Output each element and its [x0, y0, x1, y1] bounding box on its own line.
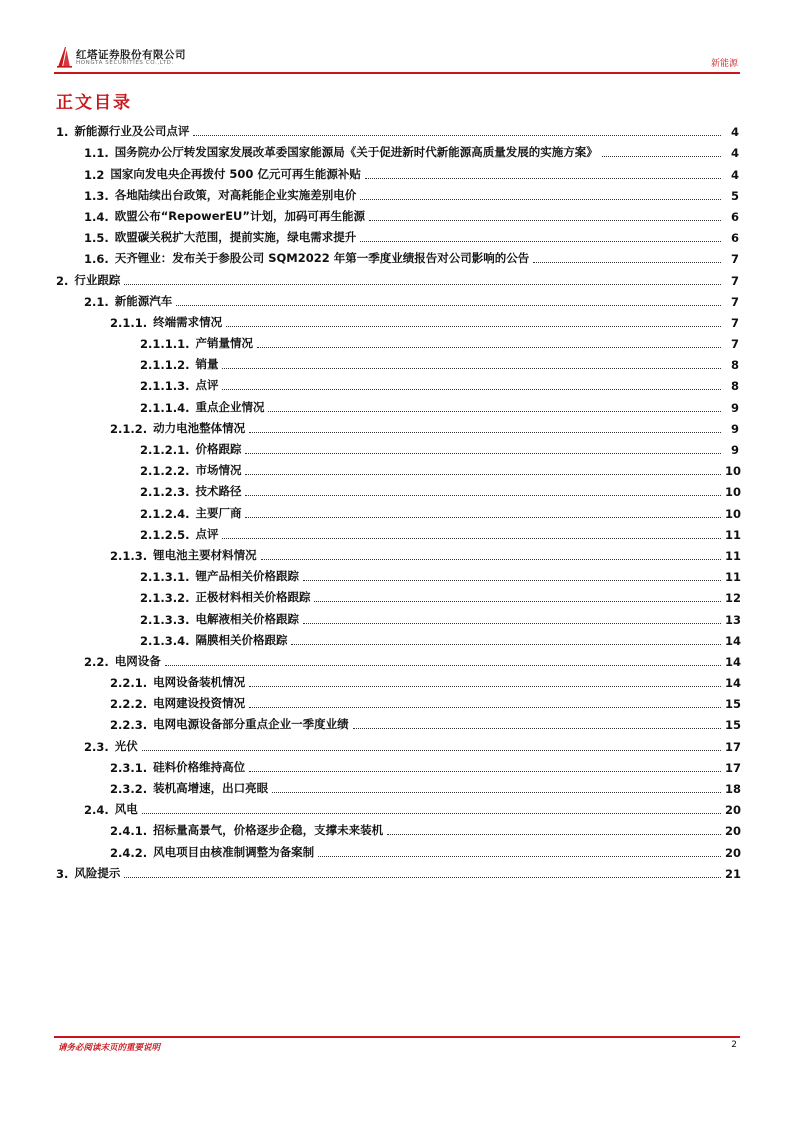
toc-entry-page[interactable]: 4 — [730, 125, 739, 140]
page-number: 2 — [731, 1040, 737, 1050]
toc-entry-title[interactable]: 产销量情况 — [195, 336, 253, 351]
toc-entry-number: 2.2. — [84, 654, 109, 669]
toc-entry-title[interactable]: 天齐锂业：发布关于参股公司 SQM2022 年第一季度业绩报告对公司影响的公告 — [114, 251, 530, 266]
toc-entry-page[interactable]: 14 — [725, 676, 742, 691]
toc-entry-page[interactable]: 8 — [730, 358, 739, 373]
toc-entry-title[interactable]: 风电项目由核准制调整为备案制 — [153, 844, 315, 859]
toc-entry-title[interactable]: 装机高增速，出口亮眼 — [153, 781, 269, 795]
toc-entry-title[interactable]: 欧盟公布“RepowerEU”计划，加码可再生能源 — [114, 208, 365, 223]
toc-entry[interactable] — [56, 521, 742, 542]
section-tag: 新能源 — [710, 59, 738, 69]
toc-entry-number: 2.1.2. — [110, 421, 148, 436]
toc-entry[interactable] — [56, 266, 739, 287]
toc-entry[interactable] — [56, 372, 739, 393]
toc-leader-dots — [245, 517, 721, 518]
toc-entry-title[interactable]: 终端需求情况 — [153, 314, 223, 329]
toc-entry[interactable] — [56, 288, 739, 309]
toc-leader-dots — [314, 601, 721, 602]
toc-entry-number: 2. — [56, 273, 69, 288]
toc-leader-dots — [222, 368, 721, 369]
toc-entry[interactable] — [56, 754, 742, 775]
toc-entry-number: 2.1.2.3. — [140, 485, 190, 500]
toc-entry-title[interactable]: 动力电池整体情况 — [153, 420, 246, 435]
toc-entry[interactable] — [56, 669, 742, 691]
toc-leader-dots — [176, 305, 721, 306]
toc-entry[interactable] — [56, 203, 739, 224]
toc-entry-page[interactable]: 13 — [725, 612, 742, 627]
toc-entry-number: 2.1.3. — [110, 548, 148, 563]
toc-entry[interactable] — [56, 838, 742, 860]
company-name-en: HONGTA SECURITIES CO.,LTD. — [76, 60, 174, 66]
toc-leader-dots — [124, 284, 721, 285]
header-divider — [54, 72, 740, 74]
toc-entry[interactable] — [56, 775, 742, 796]
toc-entry-number: 1.6. — [84, 252, 109, 267]
toc-leader-dots — [165, 665, 721, 666]
toc-entry-title[interactable]: 欧盟碳关税扩大范围，提前实施，绿电需求提升 — [114, 230, 357, 245]
toc-entry-number: 3. — [56, 866, 69, 881]
toc-leader-dots — [303, 623, 721, 624]
toc-leader-dots — [261, 559, 721, 560]
toc-leader-dots — [249, 686, 721, 687]
toc-entry-page[interactable]: 11 — [725, 570, 742, 585]
toc-entry-page[interactable]: 17 — [725, 739, 742, 754]
toc-entry-page[interactable]: 20 — [725, 845, 742, 860]
toc-leader-dots — [245, 453, 721, 454]
toc-entry-page[interactable]: 20 — [725, 803, 742, 818]
toc-leader-dots — [245, 474, 721, 475]
toc-entry[interactable] — [56, 351, 739, 372]
toc-entry-title[interactable]: 正极材料相关价格跟踪 — [195, 590, 311, 605]
toc-entry-title[interactable]: 风险提示 — [74, 865, 121, 880]
toc-entry[interactable] — [56, 605, 742, 627]
toc-entry-title[interactable]: 技术路径 — [195, 484, 242, 499]
toc-entry[interactable] — [56, 627, 742, 648]
toc-entry-page[interactable]: 15 — [725, 718, 742, 733]
toc-entry-title[interactable]: 新能源汽车 — [114, 293, 173, 308]
toc-entry-title[interactable]: 价格跟踪 — [195, 442, 242, 456]
toc-entry-number: 2.3. — [84, 739, 109, 754]
toc-entry-number: 2.2.2. — [110, 697, 148, 712]
toc-entry-number: 2.1.1.1. — [140, 337, 190, 352]
toc-entry-number: 2.2.3. — [110, 718, 148, 733]
toc-entry-page[interactable]: 11 — [725, 527, 742, 542]
toc-entry-number: 1.1. — [84, 146, 109, 161]
page-header — [54, 44, 740, 72]
toc-entry-page[interactable]: 18 — [725, 782, 742, 796]
toc-entry-title[interactable]: 主要厂商 — [195, 505, 242, 520]
toc-entry-title[interactable]: 电网设备 — [114, 653, 161, 668]
toc-title: 正文目录 — [56, 93, 132, 113]
toc-leader-dots — [268, 411, 721, 412]
toc-entry-number: 2.2.1. — [110, 676, 148, 691]
toc-entry-number: 2.1.2.4. — [140, 506, 190, 521]
toc-entry[interactable] — [56, 732, 742, 754]
toc-leader-dots — [272, 792, 721, 793]
toc-leader-dots — [353, 728, 721, 729]
toc-entry-page[interactable]: 6 — [730, 209, 739, 224]
toc-entry-number: 2.1.3.2. — [140, 591, 190, 606]
toc-entry-title[interactable]: 硅料价格维持高位 — [153, 759, 246, 774]
toc-entry-page[interactable]: 9 — [730, 421, 739, 436]
toc-entry-title[interactable]: 招标量高景气，价格逐步企稳，支撑未来装机 — [153, 823, 384, 838]
toc-entry[interactable] — [56, 224, 739, 245]
toc-entry-number: 1.4. — [84, 209, 109, 224]
toc-entry-page[interactable]: 7 — [730, 294, 739, 309]
toc-leader-dots — [360, 241, 721, 242]
toc-entry-title[interactable]: 新能源行业及公司点评 — [74, 124, 190, 139]
toc-entry-number: 2.1.1.4. — [140, 400, 190, 415]
toc-entry-number: 2.3.1. — [110, 760, 148, 775]
toc-entry[interactable] — [56, 118, 739, 139]
toc-entry-page[interactable]: 7 — [730, 315, 739, 330]
toc-entry-page[interactable]: 10 — [725, 506, 742, 521]
toc-entry[interactable] — [56, 499, 742, 521]
toc-entry-number: 2.1.1.3. — [140, 379, 190, 394]
toc-leader-dots — [142, 750, 721, 751]
toc-leader-dots — [369, 220, 721, 221]
toc-leader-dots — [318, 856, 721, 857]
toc-leader-dots — [193, 135, 721, 136]
toc-entry-title[interactable]: 光伏 — [114, 738, 138, 753]
table-of-contents — [56, 118, 742, 881]
toc-leader-dots — [303, 580, 721, 581]
toc-entry[interactable] — [56, 860, 742, 881]
toc-entry-title[interactable]: 电解液相关价格跟踪 — [195, 611, 299, 626]
toc-leader-dots — [257, 347, 721, 348]
footer-divider — [54, 1036, 740, 1038]
toc-leader-dots — [533, 262, 721, 263]
toc-entry-title[interactable]: 重点企业情况 — [195, 399, 265, 414]
toc-entry[interactable] — [56, 478, 742, 500]
toc-entry[interactable] — [56, 796, 742, 818]
toc-entry-number: 2.4. — [84, 803, 109, 818]
toc-entry[interactable] — [56, 330, 739, 351]
toc-leader-dots — [142, 813, 721, 814]
toc-entry-page[interactable]: 4 — [730, 167, 739, 182]
toc-leader-dots — [249, 771, 721, 772]
toc-entry[interactable] — [56, 711, 742, 733]
toc-entry-number: 2.1.3.4. — [140, 633, 190, 648]
toc-entry-title[interactable]: 锂产品相关价格跟踪 — [195, 569, 299, 584]
toc-entry-page[interactable]: 7 — [730, 252, 739, 267]
toc-entry-page[interactable]: 6 — [730, 231, 739, 246]
toc-entry-title[interactable]: 国务院办公厅转发国家发展改革委国家能源局《关于促进新时代新能源高质量发展的实施方案》 — [114, 145, 598, 160]
toc-entry-title[interactable]: 电网设备装机情况 — [153, 675, 246, 690]
toc-entry[interactable] — [56, 436, 739, 457]
toc-entry-title[interactable]: 行业跟踪 — [74, 272, 121, 287]
toc-entry-page[interactable]: 17 — [725, 760, 742, 775]
toc-entry[interactable] — [56, 563, 742, 585]
toc-entry-title[interactable]: 电网建设投资情况 — [153, 696, 246, 711]
toc-leader-dots — [365, 178, 721, 179]
toc-entry-number: 1.3. — [84, 188, 109, 203]
toc-entry-title[interactable]: 风电 — [114, 802, 138, 817]
toc-entry-page[interactable]: 12 — [725, 591, 742, 606]
toc-entry-title[interactable]: 销量 — [195, 357, 219, 372]
toc-entry-page[interactable]: 9 — [730, 400, 739, 415]
toc-entry[interactable] — [56, 309, 739, 330]
company-logo — [54, 46, 234, 74]
toc-entry-page[interactable]: 10 — [725, 464, 742, 479]
toc-entry-title[interactable]: 点评 — [195, 526, 219, 541]
toc-entry-page[interactable]: 11 — [725, 548, 742, 563]
toc-entry[interactable] — [56, 457, 742, 479]
toc-entry-page[interactable]: 14 — [725, 654, 742, 669]
toc-leader-dots — [245, 495, 721, 496]
toc-entry-title[interactable]: 各地陆续出台政策，对高耗能企业实施差别电价 — [114, 187, 357, 202]
toc-entry-number: 1.2 — [84, 167, 105, 182]
toc-entry-page[interactable]: 7 — [730, 273, 739, 288]
toc-entry-page[interactable]: 9 — [730, 443, 739, 457]
toc-entry[interactable] — [56, 584, 742, 606]
toc-entry-number: 2.4.1. — [110, 824, 148, 839]
toc-entry-page[interactable]: 21 — [725, 866, 742, 881]
toc-entry-number: 2.1.1. — [110, 315, 148, 330]
toc-entry[interactable] — [56, 182, 739, 203]
toc-entry-number: 2.1.3.1. — [140, 570, 190, 585]
toc-entry[interactable] — [56, 690, 742, 712]
toc-leader-dots — [291, 644, 721, 645]
toc-leader-dots — [222, 538, 721, 539]
toc-leader-dots — [602, 156, 721, 157]
toc-entry-page[interactable]: 20 — [725, 824, 742, 839]
toc-leader-dots — [360, 199, 721, 200]
toc-entry-page[interactable]: 8 — [730, 379, 739, 394]
toc-entry[interactable] — [56, 393, 739, 414]
toc-entry-number: 2.1.2.5. — [140, 527, 190, 542]
toc-entry-page[interactable]: 15 — [725, 697, 742, 712]
toc-leader-dots — [226, 326, 721, 327]
toc-entry-page[interactable]: 7 — [730, 337, 739, 352]
toc-entry-number: 2.1. — [84, 294, 109, 309]
toc-entry-page[interactable]: 4 — [730, 146, 739, 161]
toc-entry-title[interactable]: 电网电源设备部分重点企业一季度业绩 — [153, 717, 349, 732]
toc-leader-dots — [387, 834, 721, 835]
toc-leader-dots — [249, 432, 721, 433]
toc-entry[interactable] — [56, 160, 739, 181]
toc-leader-dots — [222, 389, 721, 390]
toc-leader-dots — [249, 707, 721, 708]
toc-entry-number: 2.1.3.3. — [140, 612, 190, 627]
toc-entry[interactable] — [56, 648, 742, 669]
toc-leader-dots — [124, 877, 721, 878]
toc-entry-title[interactable]: 点评 — [195, 378, 219, 393]
toc-entry-number: 2.1.1.2. — [140, 358, 190, 373]
toc-entry-number: 2.1.2.1. — [140, 443, 190, 457]
toc-entry-title[interactable]: 国家向发电央企再拨付 500 亿元可再生能源补贴 — [110, 166, 361, 181]
toc-entry-page[interactable]: 10 — [725, 485, 742, 500]
toc-entry-page[interactable]: 5 — [730, 188, 739, 203]
toc-entry-page[interactable]: 14 — [725, 633, 742, 648]
toc-entry-title[interactable]: 隔膜相关价格跟踪 — [195, 632, 288, 647]
toc-entry-number: 1.5. — [84, 231, 109, 246]
toc-entry-number: 2.1.2.2. — [140, 464, 190, 479]
toc-entry[interactable] — [56, 245, 739, 266]
footer-disclaimer: 请务必阅读末页的重要说明 — [58, 1043, 161, 1053]
toc-entry-title[interactable]: 锂电池主要材料情况 — [153, 547, 257, 562]
company-name-cn: 红塔证券股份有限公司 — [76, 49, 186, 61]
toc-entry[interactable] — [56, 415, 739, 436]
toc-entry-number: 2.4.2. — [110, 845, 148, 860]
toc-entry-title[interactable]: 市场情况 — [195, 463, 242, 478]
toc-entry-number: 1. — [56, 125, 69, 140]
toc-entry[interactable] — [56, 139, 739, 160]
tower-logo-icon — [54, 46, 76, 68]
toc-entry-number: 2.3.2. — [110, 782, 148, 796]
toc-entry[interactable] — [56, 817, 742, 839]
toc-entry[interactable] — [56, 542, 742, 563]
